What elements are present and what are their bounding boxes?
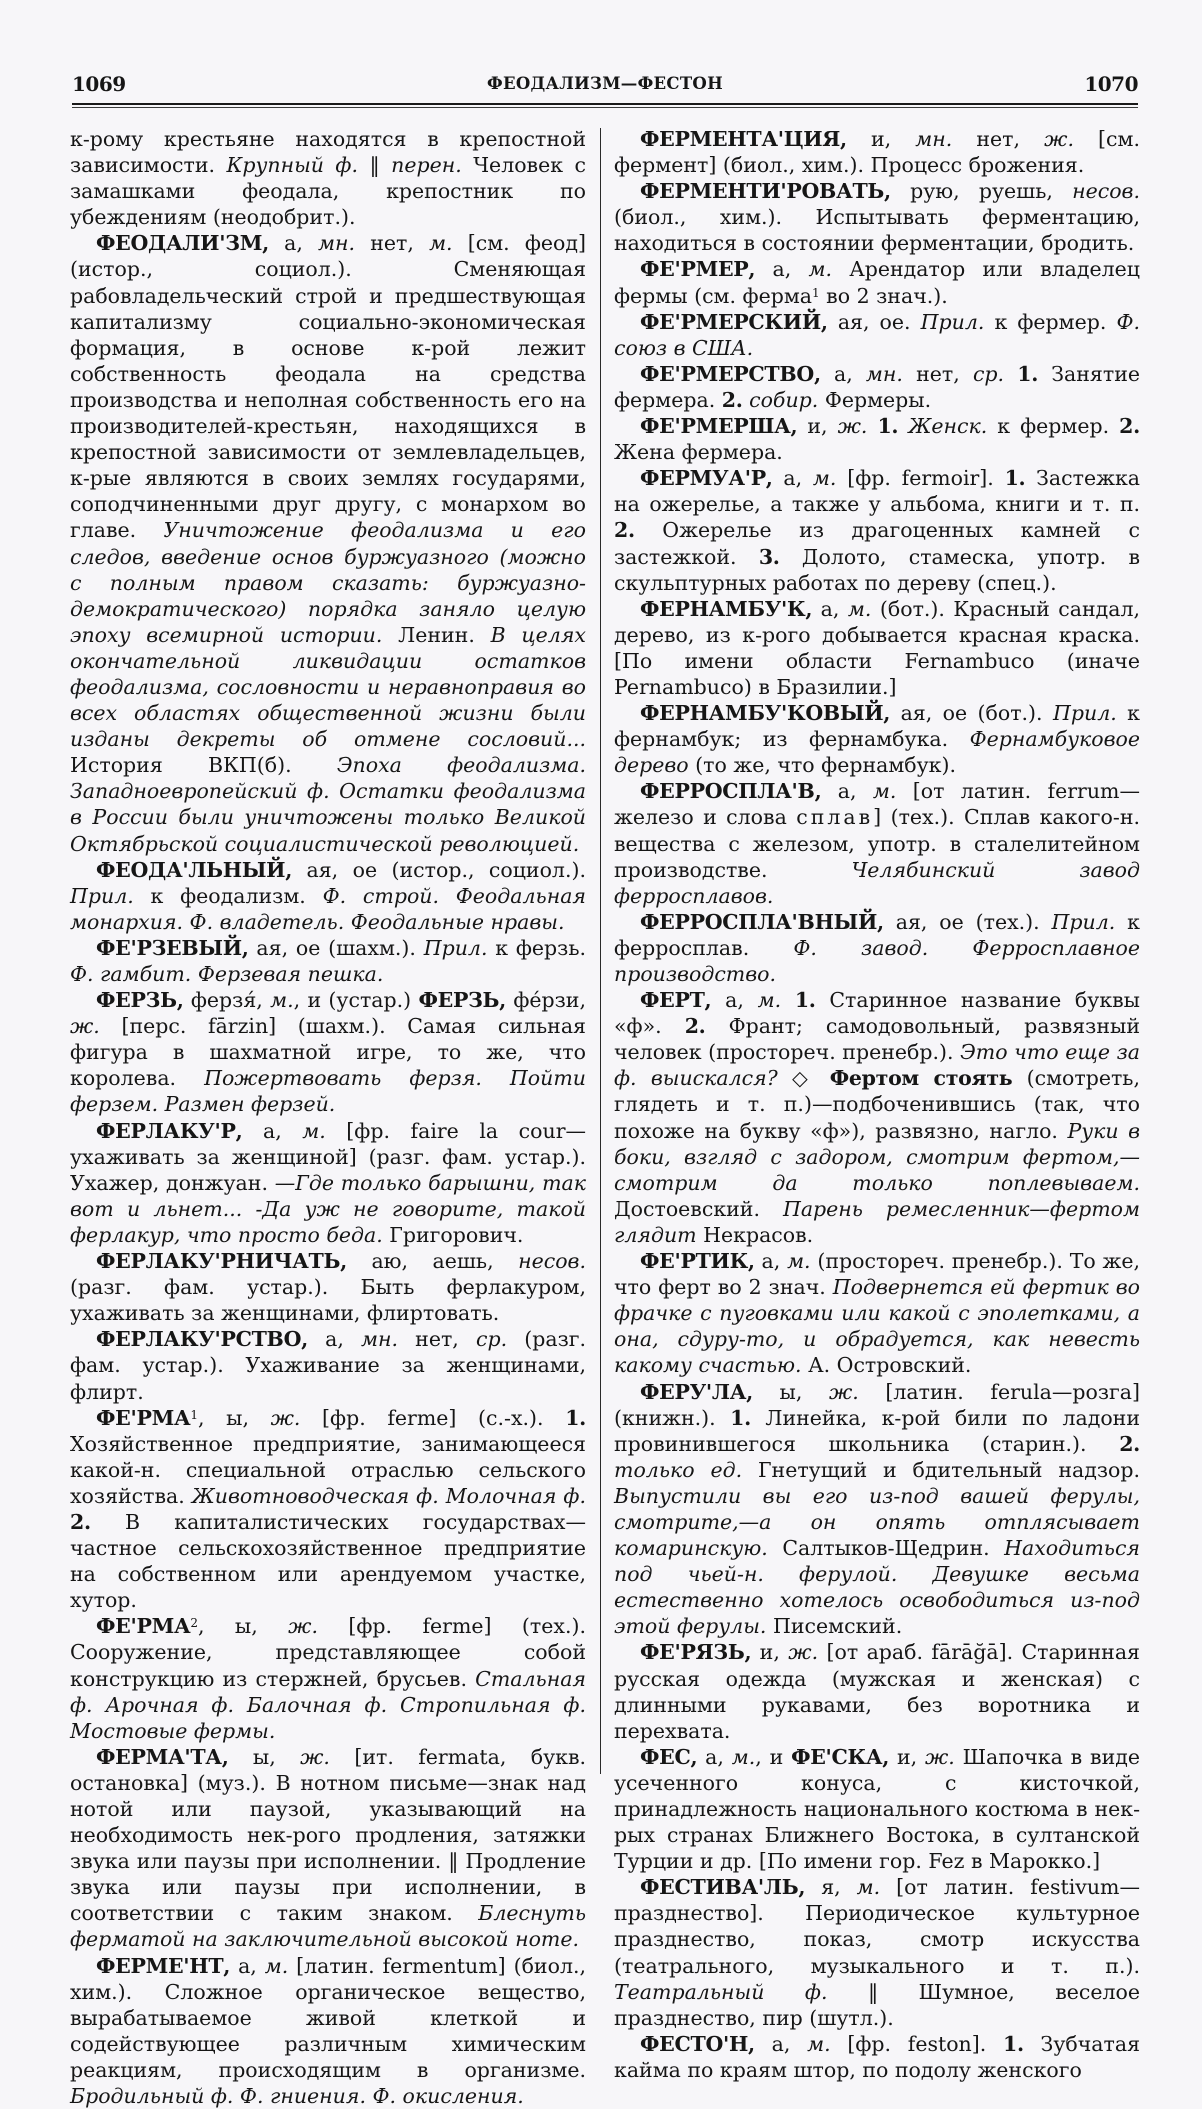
- italic-text: ср.: [972, 361, 1005, 386]
- entry-text: ая, ое (шахм.).: [248, 935, 424, 960]
- dictionary-entry: [70, 1953, 586, 2109]
- entry-text: к ферзь.: [487, 935, 586, 960]
- entry-text: (смотреть, глядеть и т. п.)—подбоченившись (так, что похоже на букву «ф»), развязно, нагло.: [614, 1066, 1140, 1143]
- entry-text: [см. фермент] (биол., хим.). Процесс брожения.: [614, 127, 1140, 178]
- italic-text: собир.: [749, 387, 819, 412]
- dictionary-entry: [70, 126, 586, 230]
- entry-text: фе́рзи,: [506, 988, 586, 1013]
- entry-headword: ФЕ'РЗЕВЫЙ,: [96, 935, 249, 960]
- entry-headword: ФЕ'РМЕРСКИЙ,: [640, 309, 828, 334]
- entry-headword: ФЕРМЕНТА'ЦИЯ,: [640, 127, 847, 151]
- italic-text: Челябинский завод ферросплавов.: [614, 857, 1140, 908]
- italic-text: Бродильный ф. Ф. гниения. Ф. окисления.: [70, 2084, 524, 2109]
- entry-headword: ФЕРРОСПЛА'ВНЫЙ,: [640, 909, 884, 934]
- right-column: [614, 126, 1140, 2083]
- entry-headword: ФЕ'РМА: [96, 1405, 191, 1430]
- entry-text: , ы,: [198, 1405, 271, 1430]
- italic-text: Руки в боки, взгляд с задором, смотрим фертом,—смотрим да только поплевываем.: [614, 1118, 1140, 1195]
- entry-headword: ФЕРУ'ЛА,: [640, 1379, 753, 1404]
- dictionary-entry: [70, 1613, 586, 1743]
- entry-text: Салтыков-Щедрин.: [767, 1536, 1005, 1561]
- entry-headword: ФЕРНАМБУ'К,: [640, 596, 813, 621]
- dictionary-entry: [614, 987, 1140, 1248]
- entry-text: [867, 414, 877, 438]
- italic-text: Прил.: [423, 935, 488, 960]
- dictionary-entry: [70, 935, 586, 987]
- italic-text: ж.: [300, 1744, 330, 1769]
- entry-headword: ФЕ'РМЕРСТВО,: [640, 361, 821, 386]
- entry-text: аю, аешь,: [346, 1249, 519, 1274]
- entry-text: а,: [697, 1744, 732, 1769]
- entry-text: А. Островский.: [801, 1353, 972, 1378]
- entry-headword: ФЕС,: [640, 1744, 698, 1769]
- dictionary-entry: [70, 1118, 586, 1248]
- entry-text: Ожерелье из драгоценных камней с застежкой.: [614, 518, 1140, 569]
- entry-text: Занятие фермера.: [614, 361, 1140, 412]
- entry-text: [898, 414, 908, 438]
- running-head: ФЕОДАЛИЗМ—ФЕСТОН: [487, 74, 723, 93]
- italic-text: ж.: [828, 1379, 859, 1404]
- entry-text: ◇: [777, 1066, 830, 1091]
- entry-text: а,: [754, 1249, 788, 1274]
- entry-text: а,: [242, 1118, 303, 1143]
- entry-headword: ФЕРЛАКУ'РНИЧАТЬ,: [96, 1249, 347, 1274]
- entry-text: к-рому крестьяне находятся в крепостной зависимости.: [70, 127, 586, 178]
- entry-text: (простореч. пренебр.). То же, что ферт во 2 знач.: [614, 1249, 1140, 1300]
- entry-text: ы,: [752, 1379, 829, 1404]
- italic-text: м.: [757, 988, 782, 1013]
- italic-text: м.: [807, 2031, 831, 2056]
- italic-text: В целях окончательной ликвидации остатков феодализма, сословности и неравноправия во всех областях общественной жизни были изданы декреты об отмене сословий...: [70, 622, 586, 752]
- entry-text: ая, ое.: [827, 309, 921, 334]
- entry-headword: ФЕ'РЯЗЬ,: [640, 1640, 752, 1665]
- entry-text: Жена фермера.: [614, 440, 783, 465]
- entry-text: а,: [268, 231, 319, 256]
- italic-text: Ф. строй. Феодальная монархия. Ф. владетель. Феодальные нравы.: [70, 883, 587, 934]
- entry-text: Григорович.: [382, 1222, 524, 1247]
- entry-headword: 1.: [1017, 361, 1039, 386]
- italic-text: Находиться под чьей-н. ферулой. Девушке весьма естественно хотелось освободиться из-под этой ферулы.: [614, 1536, 1140, 1639]
- italic-text: Театральный ф.: [614, 1979, 828, 2004]
- entry-text: нет,: [952, 127, 1045, 151]
- italic-text: м.: [429, 231, 453, 256]
- entry-text: (разг. фам. устар.). Ухаживание за женщинами, флирт.: [70, 1327, 587, 1404]
- dictionary-entry: [614, 1639, 1140, 1743]
- italic-text: мн.: [361, 1327, 399, 1352]
- italic-text: м.: [302, 1118, 326, 1143]
- italic-text: Это что еще за ф. выискался?: [614, 1040, 1140, 1091]
- italic-text: Прил.: [1051, 909, 1116, 934]
- entry-text: [от латин. festivum—празднество]. Периодическое культурное празднество, показ, смотр искусства (театрального, музыкального и т. п.).: [614, 1875, 1140, 1978]
- entry-text: и,: [751, 1640, 789, 1665]
- header-rule-thin: [72, 107, 1138, 108]
- dictionary-entry: [614, 126, 1140, 178]
- dictionary-entry: [614, 413, 1140, 465]
- entry-text: Некрасов.: [696, 1222, 814, 1247]
- entry-text: к ферросплав.: [614, 909, 1140, 960]
- dictionary-entry: [614, 256, 1140, 308]
- dictionary-entry: [614, 2031, 1140, 2083]
- entry-headword: 2.: [1119, 1431, 1140, 1456]
- entry-headword: 1.: [730, 1405, 751, 1430]
- entry-text: а,: [307, 1327, 361, 1352]
- entry-text: и,: [846, 127, 916, 151]
- entry-headword: ФЕ'РМЕРША,: [640, 414, 798, 439]
- entry-headword: ФЕРЛАКУ'Р,: [96, 1118, 243, 1143]
- entry-text: [от араб. fārāğā]. Старинная русская одежда (мужская и женская) с длинными рукавами, без воротника и перехвата.: [614, 1640, 1140, 1743]
- dictionary-entry: [70, 1744, 586, 1953]
- entry-text: (биол., хим.). Испытывать ферментацию, находиться в состоянии ферментации, бродить.: [614, 205, 1140, 256]
- dictionary-entry: [614, 361, 1140, 413]
- dictionary-entry: [614, 909, 1140, 987]
- entry-text: Линейка, к-рой били по ладони провинившегося школьника (старин.).: [614, 1405, 1140, 1456]
- entry-text: ферзя́,: [183, 988, 271, 1013]
- entry-text: 1: [812, 285, 820, 300]
- entry-text: [латин. fermentum] (биол., хим.). Сложное органическое вещество, вырабатываемое живой клеткой и содействующее различным химическим реакциям, происходящим в организме.: [70, 1953, 586, 2082]
- dictionary-entry: [614, 596, 1140, 700]
- entry-text: [фр. ferme] (с.-х.).: [300, 1405, 566, 1430]
- entry-text: и,: [797, 414, 838, 439]
- dictionary-entry: [70, 1326, 586, 1404]
- entry-headword: 2.: [1119, 414, 1140, 439]
- dictionary-entry: [614, 465, 1140, 595]
- entry-text: Человек с замашками феодала, крепостник по убеждениям (неодобрит.).: [70, 153, 586, 230]
- entry-text: [см. феод] (истор., социол.). Сменяющая рабовладельческий строй и предшествующая капитализму социально-экономическая формация, в основе к-рой лежит собственность феодала на средства производства и неполная собственность его на производителей-крестьян, находящихся в крепостной зависимости от землевладельцев, к-рые являются в своих землях государями, соподчиненными друг другу, с монархом во главе.: [70, 231, 586, 543]
- entry-headword: ФЕРЗЬ,: [96, 988, 184, 1013]
- entry-headword: ФЕСТО'Н,: [640, 2031, 755, 2056]
- entry-headword: 1.: [1004, 466, 1026, 491]
- italic-text: м.: [872, 779, 897, 804]
- italic-text: м.: [808, 257, 832, 282]
- italic-text: Прил.: [1052, 701, 1117, 726]
- entry-text: а,: [821, 779, 873, 804]
- italic-text: Выпустили вы его из-под вашей ферулы, смотрите,—а он опять отплясывает комаринскую.: [614, 1483, 1140, 1561]
- entry-text: нет,: [355, 231, 430, 256]
- entry-headword: ФЕ'СКА,: [791, 1744, 890, 1769]
- entry-headword: ФЕ'РТИК,: [640, 1249, 755, 1274]
- italic-text: перен.: [391, 153, 462, 178]
- italic-text: Ф. гамбит. Ферзевая пешка.: [70, 962, 384, 986]
- entry-text: к фернамбук; из фернамбука.: [614, 701, 1140, 752]
- left-column: [70, 126, 586, 2109]
- entry-text: Фермеры.: [818, 387, 932, 412]
- entry-text: Старинное название буквы «ф».: [614, 988, 1140, 1039]
- italic-text: Ф. завод. Ферросплавное производство.: [614, 935, 1141, 986]
- entry-text: [фр. ferme] (тех.). Сооружение, представляющее собой конструкцию из стержней, брусьев.: [70, 1614, 586, 1691]
- entry-text: ‖: [358, 153, 392, 178]
- dictionary-entry: [614, 1874, 1140, 2031]
- entry-text: нет,: [902, 361, 973, 386]
- italic-text: м.: [270, 988, 294, 1013]
- dictionary-entry: [70, 1405, 586, 1614]
- entry-headword: ФЕОДА'ЛЬНЫЙ,: [96, 857, 293, 882]
- entry-text: нет,: [398, 1327, 476, 1352]
- entry-text: Гнетущий и бдительный надзор.: [742, 1457, 1140, 1482]
- entry-text: [ит. fermata, букв. остановка] (муз.). В нотном письме—знак над нотой или паузой, указывающий на необходимость нек-рого продления, затяжки звука или паузы при исполнении. ‖ Продление звука или паузы при исполнении, в соответствии с таким знаком.: [70, 1744, 587, 1926]
- entry-text: История ВКП(б).: [70, 753, 337, 778]
- entry-text: а,: [820, 361, 866, 386]
- entry-text: [фр. fermoir].: [836, 466, 1005, 491]
- entry-headword: ФЕРНАМБУ'КОВЫЙ,: [640, 701, 891, 726]
- entry-headword: ФЕРМУА'Р,: [640, 466, 773, 491]
- italic-text: ж.: [288, 1614, 318, 1639]
- entry-text: , и (устар.): [293, 988, 419, 1013]
- italic-text: ж.: [1044, 127, 1074, 151]
- entry-headword: ФЕРРОСПЛА'В,: [640, 779, 822, 804]
- italic-text: Животноводческая ф. Молочная ф.: [191, 1483, 586, 1508]
- entry-text: а,: [755, 257, 809, 282]
- dictionary-entry: [70, 1248, 586, 1326]
- entry-text: Шапочка в виде усеченного конуса, с кисточкой, принадлежность национального костюма в нек-рых странах Ближнего Востока, в султанской Турции и др. [По имени гор. Fez в Марокко.]: [614, 1744, 1140, 1874]
- italic-text: м.: [787, 1249, 811, 1274]
- dictionary-entry: [614, 309, 1140, 361]
- italic-text: ж.: [788, 1640, 819, 1665]
- entry-text: сплав: [796, 805, 874, 830]
- entry-text: [латин. ferula—розга] (книжн.).: [614, 1379, 1140, 1430]
- entry-headword: 1.: [565, 1405, 586, 1430]
- entry-text: Зубчатая кайма по краям штор, по подолу женского: [614, 2031, 1140, 2082]
- italic-text: ж.: [270, 1405, 301, 1430]
- italic-text: —Где только барышни, так вот и льнет... -Да уж не говорите, такой ферлакур, что просто беда.: [70, 1170, 586, 1247]
- entry-text: [781, 988, 795, 1012]
- entry-text: , и: [755, 1744, 792, 1769]
- entry-text: к фермер.: [987, 414, 1120, 439]
- entry-text: [от латин. ferrum—железо и слова: [614, 779, 1140, 830]
- entry-headword: 2.: [684, 1014, 706, 1039]
- entry-headword: ФЕРМЕ'НТ,: [96, 1953, 231, 1978]
- entry-text: Долото, стамеска, употр. в скульптурных работах по дереву (спец.).: [614, 544, 1140, 595]
- entry-text: я,: [805, 1875, 857, 1900]
- entry-text: Достоевский.: [614, 1196, 783, 1221]
- entry-text: ы,: [228, 1744, 301, 1769]
- italic-text: Подвернется ей фертик во фрачке с пуговками или какой с эполетками, а она, сдуру-то, и обрадуется, как невесть какому счастью.: [614, 1275, 1140, 1378]
- italic-text: ж.: [924, 1744, 955, 1769]
- entry-text: ая, ое (тех.).: [883, 909, 1052, 934]
- entry-text: , ы,: [198, 1614, 289, 1639]
- dictionary-entry: [614, 778, 1140, 908]
- entry-headword: ФЕРМЕНТИ'РОВАТЬ,: [640, 179, 891, 204]
- entry-text: Писемский.: [766, 1614, 903, 1639]
- entry-text: (разг. фам. устар.). Быть ферлакуром, ухаживать за женщинами, флиртовать.: [70, 1275, 586, 1326]
- entry-text: Хозяйственное предприятие, занимающееся какой-н. специальной отраслью сельского хозяйства.: [70, 1431, 586, 1508]
- italic-text: мн.: [915, 127, 953, 151]
- italic-text: Стальная ф. Арочная ф. Балочная ф. Стропильная ф. Мостовые фермы.: [70, 1666, 586, 1743]
- page-header: [72, 72, 1138, 100]
- italic-text: ж.: [70, 1014, 100, 1039]
- dictionary-entry: [614, 1248, 1140, 1378]
- entry-headword: Фертом стоять: [829, 1066, 1013, 1091]
- italic-text: только ед.: [614, 1457, 743, 1482]
- italic-text: м.: [847, 596, 872, 621]
- entry-headword: 1.: [877, 414, 899, 439]
- entry-text: Арендатор или владелец фермы (см. ферма: [614, 257, 1140, 308]
- entry-headword: ФЕРЛАКУ'РСТВО,: [96, 1327, 308, 1352]
- entry-text: во 2 знач.).: [819, 283, 948, 308]
- entry-text: к феодализм.: [133, 883, 323, 908]
- entry-text: ая, ое (бот.).: [890, 701, 1053, 726]
- dictionary-entry: [70, 987, 586, 1117]
- italic-text: Блеснуть ферматой на заключительной высокой ноте.: [70, 1901, 586, 1952]
- page-number-left: 1069: [72, 72, 126, 96]
- italic-text: ср.: [475, 1327, 508, 1352]
- entry-text: [перс. fārzin] (шахм.). Самая сильная фигура в шахматной игре, то же, что королева.: [70, 1014, 586, 1091]
- entry-headword: ФЕРЗЬ,: [418, 988, 507, 1013]
- dictionary-entry: [614, 178, 1140, 256]
- dictionary-entry: [70, 857, 586, 935]
- entry-text: а,: [711, 988, 758, 1013]
- entry-text: рую, руешь,: [890, 179, 1073, 204]
- entry-headword: ФЕРМА'ТА,: [96, 1744, 229, 1769]
- entry-text: а,: [772, 466, 813, 491]
- entry-text: и,: [889, 1744, 925, 1769]
- entry-text: [фр. faire la cour—ухаживать за женщиной] (разг. фам. устар.). Ухажер, донжуан.: [70, 1118, 586, 1195]
- entry-text: а,: [230, 1953, 265, 1978]
- italic-text: мн.: [865, 361, 903, 386]
- italic-text: м.: [812, 466, 837, 491]
- dictionary-entry: [614, 700, 1140, 778]
- header-rule-thick: [72, 103, 1138, 105]
- entry-text: (то же, что фернамбук).: [688, 753, 957, 778]
- dictionary-entry: [614, 1379, 1140, 1640]
- italic-text: Женск.: [908, 414, 988, 439]
- italic-text: Прил.: [920, 309, 985, 334]
- column-divider: [600, 128, 601, 1774]
- italic-text: м.: [731, 1744, 756, 1769]
- entry-headword: 2.: [614, 518, 635, 543]
- page-number-right: 1070: [1084, 72, 1138, 96]
- dictionary-entry: [614, 1744, 1140, 1874]
- italic-text: Эпоха феодализма. Западноевропейский ф. Остатки феодализма в России были уничтожены только Великой Октябрьской социалистической революцией.: [70, 753, 586, 856]
- italic-text: Крупный ф.: [226, 153, 358, 178]
- entry-headword: 1.: [794, 988, 816, 1013]
- entry-text: 1: [190, 1407, 198, 1422]
- entry-text: а,: [812, 596, 848, 621]
- entry-headword: 2.: [70, 1509, 91, 1534]
- italic-text: мн.: [318, 231, 356, 256]
- italic-text: Прил.: [70, 883, 134, 908]
- italic-text: м.: [264, 1953, 289, 1978]
- entry-text: ая, ое (истор., социол.).: [292, 857, 586, 882]
- entry-text: а,: [754, 2031, 808, 2056]
- entry-text: 2: [190, 1616, 198, 1631]
- italic-text: Парень ремесленник—фертом глядит: [614, 1196, 1140, 1247]
- entry-text: [фр. feston].: [830, 2031, 1004, 2056]
- entry-text: [1004, 362, 1017, 386]
- italic-text: Пожертвовать ферзя. Пойти ферзем. Размен ферзей.: [70, 1066, 586, 1117]
- italic-text: м.: [856, 1875, 881, 1900]
- italic-text: Фернамбуковое дерево: [614, 727, 1140, 778]
- italic-text: несов.: [518, 1249, 586, 1274]
- entry-text: (бот.). Красный сандал, дерево, из к-рого добывается красная краска. [По имени области Fernambuco (иначе Pernambuco) в Бразилии.]: [614, 596, 1140, 699]
- italic-text: несов.: [1072, 179, 1140, 204]
- entry-headword: ФЕОДАЛИ'ЗМ,: [96, 231, 269, 256]
- entry-headword: ФЕ'РМЕР,: [640, 257, 756, 282]
- entry-headword: 1.: [1003, 2031, 1024, 2056]
- italic-text: Уничтожение феодализма и его следов, введение основ буржуазного (можно с полным правом сказать: буржуазно-демократического) порядка заняло целую эпоху всемирной истории.: [70, 518, 586, 647]
- entry-text: ] (тех.). Сплав какого-н. вещества с железом, употр. в сталелитейном производстве.: [614, 805, 1140, 882]
- entry-headword: 3.: [758, 544, 780, 569]
- entry-headword: ФЕРТ,: [640, 988, 712, 1013]
- entry-headword: ФЕ'РМА: [96, 1614, 191, 1639]
- italic-text: ж.: [837, 414, 868, 439]
- entry-text: Застежка на ожерелье, а также у альбома, книги и т. п.: [614, 466, 1140, 517]
- dictionary-entry: [70, 230, 586, 856]
- entry-text: к фермер.: [984, 309, 1117, 334]
- entry-text: Франт; самодовольный, развязный человек (простореч. пренебр.).: [614, 1014, 1140, 1065]
- italic-text: Ф. союз в США.: [614, 309, 1140, 360]
- entry-text: ‖ Шумное, веселое празднество, пир (шутл.).: [614, 1979, 1140, 2030]
- entry-headword: ФЕСТИВА'ЛЬ,: [640, 1875, 806, 1900]
- entry-headword: 2.: [721, 387, 743, 412]
- entry-text: Ленин.: [382, 622, 491, 647]
- entry-text: В капиталистических государствах—частное сельскохозяйственное предприятие на собственном или арендуемом участке, хутор.: [70, 1509, 586, 1613]
